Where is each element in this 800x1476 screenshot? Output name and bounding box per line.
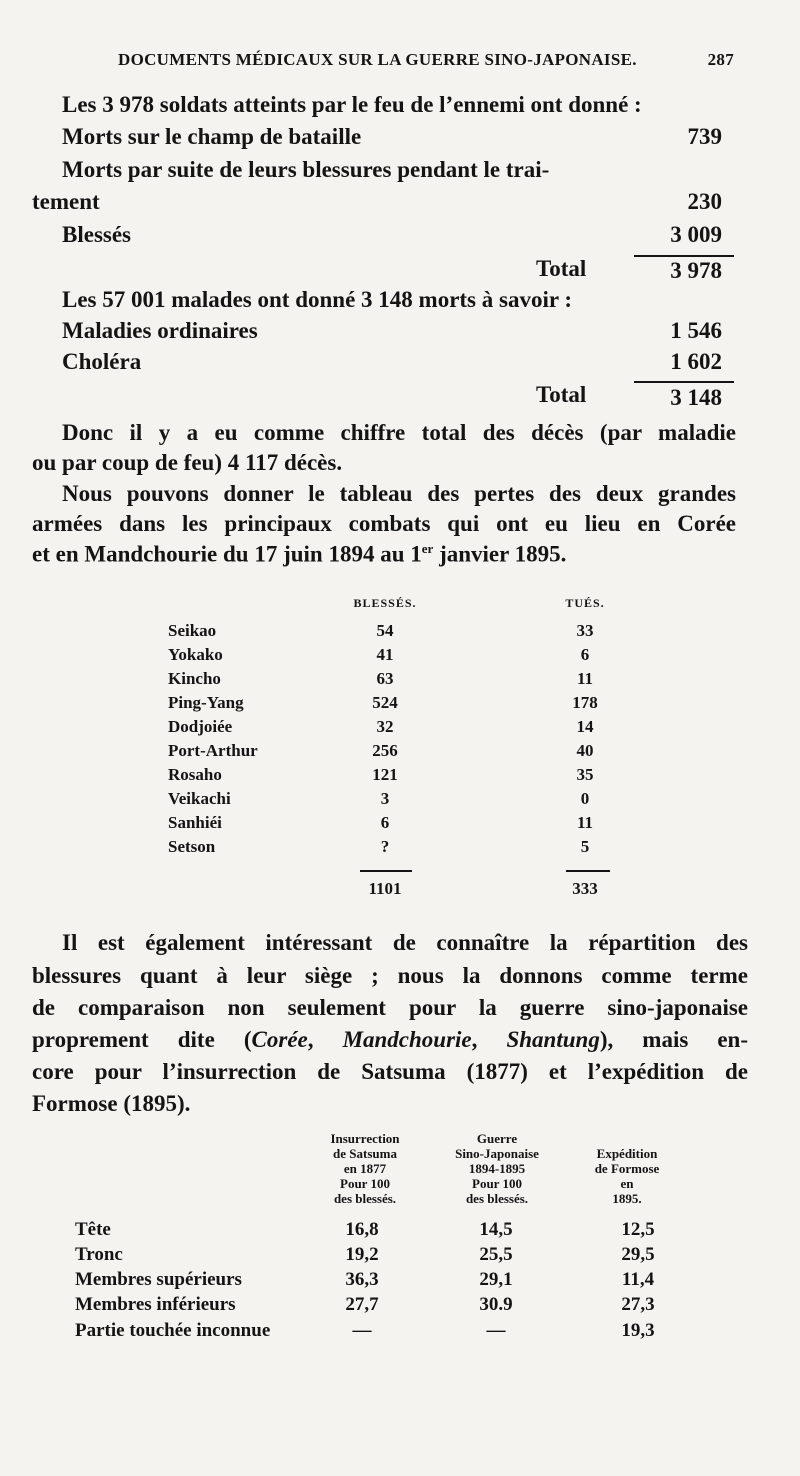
sino-japanese-pct: 25,5 (479, 1244, 513, 1265)
korea-italic: Corée (251, 1027, 308, 1052)
header-line: en 1877 (343, 1161, 387, 1176)
satsuma-pct: 27,7 (345, 1294, 379, 1315)
place-name: Setson (168, 837, 216, 856)
col-header-formosa (572, 1146, 682, 1206)
wounded-soldiers-intro: Les 3 978 soldats atteints par le feu de l’ennemi ont donné : (62, 92, 642, 117)
place-name: Dodjoiée (168, 717, 233, 736)
wounds-death-value: 230 (687, 189, 722, 214)
sick-intro: Les 57 001 malades ont donné 3 148 morts à savoir : (62, 287, 573, 312)
total-rule-1 (634, 255, 734, 257)
sino-japanese-pct: 14,5 (479, 1219, 513, 1240)
wounded-count: 54 (376, 621, 394, 640)
wounded-count: 32 (376, 717, 394, 736)
ordinary-diseases-label: Maladies ordinaires (62, 318, 258, 343)
losses-intro-line3-text: et en Mandchourie du 17 juin 1894 au 1 (32, 541, 422, 567)
total-rule-2 (634, 381, 734, 383)
header-line: Guerre (476, 1131, 518, 1146)
formosa-pct: 29,5 (621, 1244, 655, 1265)
wounds-death-line1: Morts par suite de leurs blessures pendant le trai- (62, 157, 550, 182)
line4-text: proprement dite ( (32, 1027, 252, 1052)
place-name: Seikao (168, 621, 217, 640)
satsuma-pct: 36,3 (345, 1269, 379, 1290)
running-header (118, 50, 734, 70)
losses-intro-line1: Nous pouvons donner le tableau des pertes des deux grandes (62, 481, 736, 506)
killed-count: 6 (580, 645, 590, 664)
header-line: des blessés. (333, 1191, 397, 1206)
killed-count: 33 (576, 621, 594, 640)
wounded-count: 41 (376, 645, 394, 664)
header-line: Expédition (596, 1146, 658, 1161)
satsuma-pct: 16,8 (345, 1219, 379, 1240)
wounded-count: 6 (380, 813, 390, 832)
formosa-pct: 12,5 (621, 1219, 655, 1240)
killed-total-rule (566, 870, 610, 872)
header-line: Pour 100 (472, 1176, 522, 1191)
injured-value: 3 009 (670, 222, 722, 247)
total-value-2: 3 148 (670, 385, 722, 410)
wounded-count: 63 (376, 669, 394, 688)
distribution-intro-line3: de comparaison non seulement pour la guerre sino-japonaise (32, 995, 748, 1020)
place-name: Veikachi (168, 789, 231, 808)
distribution-intro-line4 (32, 1027, 748, 1053)
wounded-count: 121 (372, 765, 398, 784)
killed-label: Morts sur le champ de bataille (62, 124, 362, 149)
injured-label: Blessés (62, 222, 131, 247)
col-header-sino-japanese (432, 1131, 562, 1206)
page-number: 287 (707, 50, 734, 69)
line4-end: ), mais en- (599, 1027, 749, 1052)
wounded-count: ? (380, 837, 390, 856)
losses-intro-line3 (32, 541, 566, 568)
wounds-death-line2: tement (32, 189, 100, 214)
total-value-1: 3 978 (670, 258, 722, 283)
wounded-total: 1101 (368, 879, 402, 898)
place-name: Ping-Yang (168, 693, 244, 712)
header-line: Sino-Japonaise (455, 1146, 539, 1161)
header-line: 1894-1895 (468, 1161, 526, 1176)
ordinal-superscript: er (421, 541, 434, 556)
killed-total: 333 (572, 879, 598, 898)
killed-count: 14 (576, 717, 594, 736)
killed-count: 11 (576, 813, 594, 832)
killed-count: 0 (580, 789, 590, 808)
body-part-label: Tête (75, 1219, 111, 1240)
ordinary-diseases-value: 1 546 (670, 318, 722, 343)
line4-sep: , (307, 1027, 343, 1052)
body-part-label: Membres supérieurs (75, 1269, 242, 1290)
distribution-intro-line2: blessures quant à leur siège ; nous la donnons comme terme (32, 963, 748, 988)
sino-japanese-pct: — (486, 1320, 506, 1341)
header-line: des blessés. (465, 1191, 529, 1206)
wounded-count: 524 (372, 693, 398, 712)
satsuma-pct: 19,2 (345, 1244, 379, 1265)
losses-intro-line3-end: janvier 1895. (433, 541, 567, 567)
col-header-wounded: BLESSÉS. (353, 596, 417, 610)
header-line: de Formose (594, 1161, 660, 1176)
total-deaths-line1: Donc il y a eu comme chiffre total des décès (par maladie (62, 420, 736, 445)
body-part-label: Membres inférieurs (75, 1294, 236, 1315)
header-line: Pour 100 (340, 1176, 390, 1191)
satsuma-pct: — (352, 1320, 372, 1341)
wounded-total-rule (360, 870, 412, 872)
body-part-label: Tronc (75, 1244, 123, 1265)
body-part-label: Partie touchée inconnue (75, 1320, 271, 1341)
formosa-pct: 11,4 (621, 1269, 655, 1290)
shantung-italic: Shantung (506, 1027, 600, 1052)
header-title: DOCUMENTS MÉDICAUX SUR LA GUERRE SINO-JAPONAISE. (118, 50, 637, 69)
header-line: 1895. (612, 1191, 642, 1206)
col-header-killed: TUÉS. (565, 596, 605, 610)
header-line: en (620, 1176, 634, 1191)
cholera-label: Choléra (62, 349, 142, 374)
place-name: Kincho (168, 669, 221, 688)
distribution-intro-line6: Formose (1895). (32, 1091, 191, 1116)
place-name: Port-Arthur (168, 741, 258, 760)
place-name: Rosaho (168, 765, 222, 784)
header-line: de Satsuma (333, 1146, 397, 1161)
formosa-pct: 27,3 (621, 1294, 655, 1315)
place-name: Yokako (168, 645, 223, 664)
killed-count: 35 (576, 765, 594, 784)
sino-japanese-pct: 29,1 (479, 1269, 513, 1290)
total-label-1: Total (536, 256, 587, 281)
total-deaths-line2: ou par coup de feu) 4 117 décès. (32, 450, 343, 475)
sino-japanese-pct: 30.9 (479, 1294, 513, 1315)
wounded-count: 3 (380, 789, 390, 808)
header-line: Insurrection (330, 1131, 400, 1146)
total-label-2: Total (536, 382, 587, 407)
wounded-count: 256 (372, 741, 398, 760)
killed-count: 11 (576, 669, 594, 688)
killed-count: 178 (572, 693, 598, 712)
distribution-intro-line1: Il est également intéressant de connaître la répartition des (62, 930, 748, 955)
killed-value: 739 (687, 124, 722, 149)
killed-count: 40 (576, 741, 594, 760)
cholera-value: 1 602 (670, 349, 722, 374)
losses-intro-line2: armées dans les principaux combats qui ont eu lieu en Corée (32, 511, 736, 536)
col-header-satsuma (300, 1131, 430, 1206)
manchuria-italic: Mandchourie (342, 1027, 472, 1052)
distribution-intro-line5: core pour l’insurrection de Satsuma (1877) et l’expédition de (32, 1059, 748, 1084)
formosa-pct: 19,3 (621, 1320, 655, 1341)
place-name: Sanhiéi (168, 813, 222, 832)
killed-count: 5 (580, 837, 590, 856)
line4-sep: , (471, 1027, 507, 1052)
